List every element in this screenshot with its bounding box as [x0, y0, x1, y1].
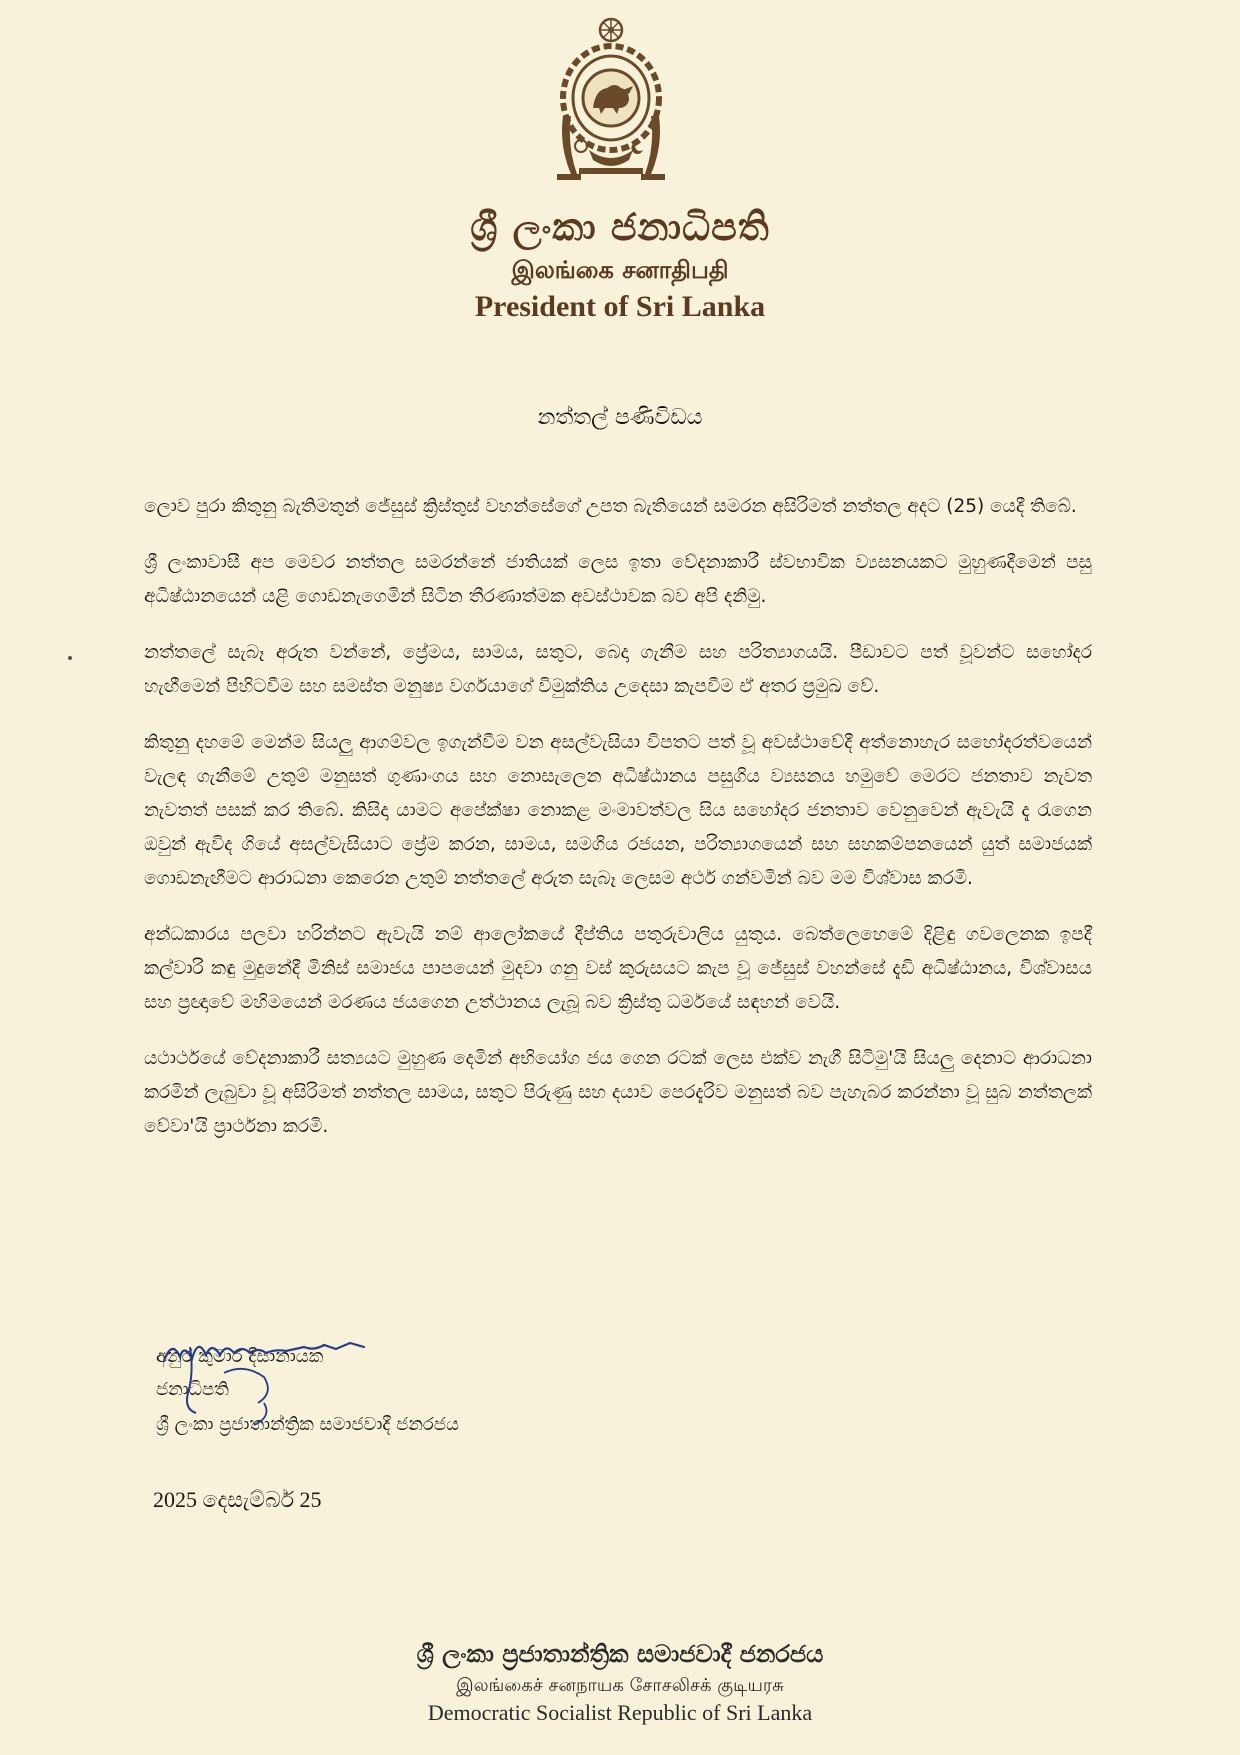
paragraph: නත්තලේ සැබෑ අරුත වන්නේ, ප්‍රේමය, සාමය, සතුට, බෙදා ගැනීම සහ පරිත්‍යාගයයි. පීඩාවට පත් වූවන්ට සහෝදර හැඟීමෙන් පිහිටවීම සහ සමස්ත මනුෂ්‍ය වර්ගයාගේ විමුක්තිය උදෙසා කැපවීම ඒ අතර ප්‍රමුඛ වේ. — [144, 642, 1092, 697]
paragraph: යථාර්ථයේ වේදනාකාරී සත්‍යයට මුහුණ දෙමින් අභියෝග ජය ගෙන රටක් ලෙස එක්ව නැගී සිටිමු'යි සියලු දෙනාට ආරාධනා කරමින් ලැබුවා වූ අසිරිමත් නත්තල සාමය, සතුට පිරුණු සහ දයාව පෙරදැරිව මනුසත් බව පැහැබර කරන්නා වූ සුබ නත්තලක් වේවා'යි ප්‍රාර්ථනා කරමි. — [144, 1048, 1092, 1137]
paragraph: ශ්‍රී ලංකාවාසී අප මෙවර නත්තල සමරන්නේ ජාතියක් ලෙස ඉතා වේදනාකාරී ස්වභාවික ව්‍යසනයකට මුහුණදීමෙන් පසු අධිෂ්ඨානයෙන් යළි ගොඩනැගෙමින් සිටින තීරණාත්මක අවස්ථාවක බව අපි දනිමු. — [144, 552, 1092, 607]
footer-state-name-sinhala: ශ්‍රී ලංකා ප්‍රජාතාන්ත්‍රික සමාජවාදී ජනරජය — [416, 1640, 824, 1668]
footer-state-name-tamil: இலங்கைச் சனநாயக சோசலிசக் குடியரசு — [456, 1675, 784, 1696]
paragraph: කිතුනු දහමේ මෙන්ම සියලු ආගම්වල ඉගැන්වීම වන අසල්වැසියා විපතට පත් වූ අවස්ථාවේදී අත්නොහැර සහෝදරත්වයෙන් වැලඳ ගැනීමේ උතුම් මනුසත් ගුණාංගය සහ නොසැලෙන අධිෂ්ඨානය පසුගිය ව්‍යසනය හමුවේ මෙරට ජනතාව නැවත නැවතත් පසක් කර තිබේ. කිසිදා යාමට අපේක්ෂා නොකළ මංමාවත්වල සිය සහෝදර ජනතාව වෙනුවෙන් ඇවැයි දැ රැගෙන ඔවුන් ඇවිද ගියේ අසල්වැසියාට ප්‍රේම කරන, සාමය, සමගිය රජයන, පරිත්‍යාගයෙන් සහ සහකම්පනයෙන් යුත් සමාජයක් ගොඩනැඟීමට ආරාධනා කෙරෙන උතුම් නත්තලේ අරුත සැබෑ ලෙසම අර්ථ ගන්වමින් බව මම විශ්වාස කරමි. — [144, 732, 1092, 889]
paragraph: ලොව පුරා කිතුනු බැතිමතුන් ජේසුස් ක්‍රිස්තුස් වහන්සේගේ උපත බැතියෙන් සමරන අසිරිමත් නත්තල අදට (25) යෙදී තිබේ. — [144, 496, 1077, 517]
document-title: නත්තල් පණිවිඩය — [537, 405, 703, 430]
letter-body — [144, 490, 1092, 1166]
header-title-sinhala: ශ්‍රී ලංකා ජනාධිපති — [470, 205, 770, 249]
letter-date: 2025 දෙසැම්බර් 25 — [153, 1487, 322, 1512]
signatory-organization: ශ්‍රී ලංකා ප්‍රජාතාන්ත්‍රික සමාජවාදී ජනරජය — [156, 1414, 459, 1435]
signature-block — [144, 1345, 744, 1465]
national-emblem-icon — [549, 16, 673, 186]
header-title-english: President of Sri Lanka — [474, 290, 766, 323]
footer-state-name-english: Democratic Socialist Republic of Sri Lanka — [427, 1700, 813, 1725]
signature-icon — [154, 1333, 394, 1428]
header-title-tamil: இலங்கை சனாதிபதி — [511, 256, 729, 284]
signatory-name: අනුර කුමාර දිසානායක — [156, 1346, 324, 1367]
paragraph: අන්ධකාරය පලවා හරින්නට ඇවැයි නම් ආලෝකයේ දීප්තිය පතුරුවාලිය යුතුය. බෙත්ලෙහෙමේ දිළිඳු ගවලෙනක ඉපදී කල්වාරි කඳු මුදුනේදී මිනිස් සමාජය පාපයෙන් මුදවා ගනු වස් කුරුසයට කැප වූ ජේසුස් වහන්සේ දැඩි අධිෂ්ඨානය, විශ්වාසය සහ ප්‍රඥාවේ මහිමයෙන් මරණය ජයගෙන උත්ථානය ලැබූ බව ක්‍රිස්තු ධර්මයේ සඳහන් වෙයි. — [144, 924, 1092, 1013]
signatory-role: ජනාධිපති — [156, 1379, 229, 1400]
paper-speck — [68, 656, 72, 660]
